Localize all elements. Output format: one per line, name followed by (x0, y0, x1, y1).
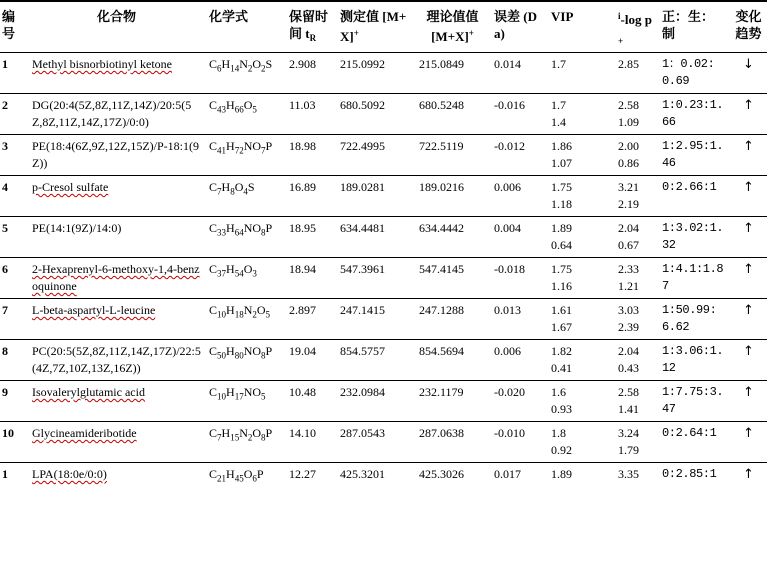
retention-time (285, 422, 336, 463)
vip-value: 1.86 (551, 139, 572, 153)
vip-value: 1.6 (551, 385, 566, 399)
row-number-text: 4 (2, 180, 8, 194)
error-text: 0.006 (494, 180, 521, 194)
row-number (0, 463, 28, 491)
group-ratio (658, 422, 730, 463)
compound-name-text: p-Cresol sulfate (32, 180, 109, 194)
logp-value: 2.58 (618, 385, 639, 399)
vip-value: 1.82 (551, 344, 572, 358)
row-number (0, 217, 28, 258)
measured-text: 722.4995 (340, 139, 385, 153)
row-number (0, 299, 28, 340)
vip-value: 0.64 (551, 238, 572, 252)
trend-arrow (730, 217, 767, 258)
table-row (0, 381, 767, 422)
theoretical-value (415, 53, 490, 94)
measured-value (336, 53, 415, 94)
theoretical-value (415, 94, 490, 135)
error-text: 0.014 (494, 57, 521, 71)
header-retention-label: 保留时间 t (289, 9, 329, 41)
trend-arrow (730, 176, 767, 217)
logp-values (614, 463, 658, 491)
measured-value (336, 94, 415, 135)
compound-name (28, 422, 205, 463)
logp-values (614, 422, 658, 463)
group-ratio (658, 217, 730, 258)
logp-value: 3.03 (618, 303, 639, 317)
theoretical-text: 287.0638 (419, 426, 464, 440)
retention-text: 14.10 (289, 426, 316, 440)
trend-arrow-icon: ↑ (743, 344, 754, 359)
error-text: 0.004 (494, 221, 521, 235)
measured-value (336, 340, 415, 381)
vip-values (547, 381, 614, 422)
row-number (0, 135, 28, 176)
ratio-text: 1:2.95:1.46 (662, 139, 724, 170)
group-ratio (658, 340, 730, 381)
chemical-formula (205, 463, 285, 491)
header-ratio: 正：生：制 (658, 1, 730, 53)
trend-arrow (730, 135, 767, 176)
logp-value: 2.39 (618, 320, 639, 334)
header-row (0, 1, 767, 53)
mass-error (490, 135, 547, 176)
row-number (0, 258, 28, 299)
logp-value: 2.00 (618, 139, 639, 153)
vip-values (547, 463, 614, 491)
compound-name (28, 340, 205, 381)
measured-value (336, 422, 415, 463)
group-ratio (658, 258, 730, 299)
measured-text: 287.0543 (340, 426, 385, 440)
compound-name (28, 258, 205, 299)
trend-arrow-icon: ↑ (743, 467, 754, 482)
table-row (0, 422, 767, 463)
header-error: 误差 (Da) (490, 1, 547, 53)
logp-value: 3.21 (618, 180, 639, 194)
header-logp-mark: i (618, 11, 621, 21)
table-row (0, 299, 767, 340)
formula-text: $C_{33}H_{64}NO_8P$ (209, 221, 273, 238)
mass-error (490, 217, 547, 258)
header-logp-sub: + (618, 36, 624, 46)
compound-name-text: Methyl bisnorbiotinyl ketone (32, 57, 172, 71)
retention-time (285, 94, 336, 135)
group-ratio (658, 135, 730, 176)
logp-values (614, 53, 658, 94)
trend-arrow (730, 381, 767, 422)
table-row (0, 135, 767, 176)
row-number-text: 10 (2, 426, 14, 440)
vip-value: 1.07 (551, 156, 572, 170)
theoretical-text: 854.5694 (419, 344, 464, 358)
theoretical-value (415, 299, 490, 340)
retention-time (285, 176, 336, 217)
header-logp (614, 1, 658, 53)
logp-values (614, 94, 658, 135)
trend-arrow (730, 463, 767, 491)
retention-time (285, 217, 336, 258)
table-row (0, 258, 767, 299)
vip-values (547, 53, 614, 94)
theoretical-text: 634.4442 (419, 221, 464, 235)
ratio-text: 0:2.66:1 (662, 180, 717, 194)
compound-name-text: PC(20:5(5Z,8Z,11Z,14Z,17Z)/22:5(4Z,7Z,10Z,13Z,16Z)) (32, 344, 201, 375)
mass-error (490, 299, 547, 340)
error-text: -0.012 (494, 139, 525, 153)
group-ratio (658, 94, 730, 135)
trend-arrow (730, 258, 767, 299)
compound-name-text: PE(14:1(9Z)/14:0) (32, 221, 122, 235)
retention-time (285, 53, 336, 94)
retention-text: 10.48 (289, 385, 316, 399)
logp-value: 0.67 (618, 238, 639, 252)
table-row (0, 53, 767, 94)
trend-arrow-icon: ↑ (743, 262, 754, 277)
mass-error (490, 258, 547, 299)
chemical-formula (205, 217, 285, 258)
compound-name (28, 381, 205, 422)
retention-text: 16.89 (289, 180, 316, 194)
mass-error (490, 94, 547, 135)
header-trend: 变化趋势 (730, 1, 767, 53)
trend-arrow (730, 422, 767, 463)
measured-text: 189.0281 (340, 180, 385, 194)
error-text: 0.017 (494, 467, 521, 481)
ratio-text: 0:2.64:1 (662, 426, 717, 440)
chemical-formula (205, 53, 285, 94)
retention-time (285, 299, 336, 340)
header-theoretical (415, 1, 490, 53)
row-number-text: 6 (2, 262, 8, 276)
trend-arrow (730, 53, 767, 94)
ratio-text: 1:50.99:6.62 (662, 303, 717, 334)
compound-name (28, 53, 205, 94)
row-number-text: 8 (2, 344, 8, 358)
vip-value: 0.92 (551, 443, 572, 457)
vip-value: 1.8 (551, 426, 566, 440)
vip-values (547, 340, 614, 381)
measured-text: 232.0984 (340, 385, 385, 399)
logp-value: 0.43 (618, 361, 639, 375)
error-text: 0.006 (494, 344, 521, 358)
trend-arrow-icon: ↑ (743, 385, 754, 400)
theoretical-value (415, 340, 490, 381)
vip-value: 0.93 (551, 402, 572, 416)
vip-value: 1.75 (551, 262, 572, 276)
vip-value: 1.7 (551, 57, 566, 71)
row-number-text: 1 (2, 57, 8, 71)
theoretical-text: 425.3026 (419, 467, 464, 481)
row-number (0, 53, 28, 94)
compound-name-text: L-beta-aspartyl-L-leucine (32, 303, 156, 317)
retention-time (285, 381, 336, 422)
formula-text: $C_{41}H_{72}NO_7P$ (209, 139, 273, 156)
ratio-text: 0:2.85:1 (662, 467, 717, 481)
group-ratio (658, 53, 730, 94)
trend-arrow-icon: ↑ (743, 139, 754, 154)
row-number (0, 94, 28, 135)
theoretical-text: 247.1288 (419, 303, 464, 317)
logp-value: 1.79 (618, 443, 639, 457)
theoretical-value (415, 422, 490, 463)
vip-values (547, 135, 614, 176)
measured-text: 634.4481 (340, 221, 385, 235)
chemical-formula (205, 299, 285, 340)
group-ratio (658, 299, 730, 340)
theoretical-text: 680.5248 (419, 98, 464, 112)
mass-error (490, 422, 547, 463)
chemical-formula (205, 94, 285, 135)
header-measured (336, 1, 415, 53)
formula-text: $C_{37}H_{54}O_3$ (209, 262, 257, 279)
logp-values (614, 135, 658, 176)
formula-text: $C_7H_8O_4S$ (209, 180, 255, 197)
vip-values (547, 258, 614, 299)
vip-values (547, 217, 614, 258)
trend-arrow-icon: ↑ (743, 303, 754, 318)
trend-arrow-icon: ↑ (743, 426, 754, 441)
chemical-formula (205, 135, 285, 176)
mass-error (490, 53, 547, 94)
measured-value (336, 463, 415, 491)
vip-value: 1.61 (551, 303, 572, 317)
logp-value: 2.33 (618, 262, 639, 276)
measured-text: 547.3961 (340, 262, 385, 276)
vip-value: 0.41 (551, 361, 572, 375)
formula-text: $C_{21}H_{45}O_6P$ (209, 467, 264, 484)
retention-time (285, 135, 336, 176)
logp-value: 1.41 (618, 402, 639, 416)
trend-arrow (730, 299, 767, 340)
compound-name-text: LPA(18:0e/0:0) (32, 467, 107, 481)
vip-values (547, 176, 614, 217)
header-theoretical-sup: + (468, 28, 474, 38)
formula-text: $C_{43}H_{66}O_5$ (209, 98, 257, 115)
header-retention-sub: R (309, 33, 317, 43)
chemical-formula (205, 422, 285, 463)
mass-error (490, 463, 547, 491)
vip-value: 1.89 (551, 467, 572, 481)
vip-value: 1.18 (551, 197, 572, 211)
measured-text: 215.0992 (340, 57, 385, 71)
formula-text: $C_{10}H_{18}N_2O_5$ (209, 303, 271, 320)
table-row (0, 94, 767, 135)
retention-time (285, 258, 336, 299)
row-number-text: 1 (2, 467, 8, 481)
mass-error (490, 381, 547, 422)
theoretical-text: 232.1179 (419, 385, 464, 399)
measured-value (336, 381, 415, 422)
ratio-text: 1:4.1:1.87 (662, 262, 724, 293)
compound-name-text: Glycineamideribotide (32, 426, 137, 440)
formula-text: $C_{10}H_{17}NO_5$ (209, 385, 266, 402)
theoretical-value (415, 381, 490, 422)
theoretical-value (415, 463, 490, 491)
logp-values (614, 340, 658, 381)
trend-arrow (730, 340, 767, 381)
trend-arrow (730, 94, 767, 135)
measured-value (336, 299, 415, 340)
theoretical-value (415, 258, 490, 299)
vip-value: 1.7 (551, 98, 566, 112)
compound-name (28, 176, 205, 217)
trend-arrow-icon: ↑ (743, 180, 754, 195)
logp-values (614, 381, 658, 422)
row-number (0, 422, 28, 463)
header-formula: 化学式 (205, 1, 285, 53)
theoretical-value (415, 217, 490, 258)
retention-time (285, 463, 336, 491)
ratio-text: 1:3.06:1.12 (662, 344, 724, 375)
logp-value: 1.21 (618, 279, 639, 293)
formula-text: $C_6H_{14}N_2O_2S$ (209, 57, 273, 74)
ratio-text: 1:3.02:1.32 (662, 221, 724, 252)
measured-value (336, 217, 415, 258)
theoretical-value (415, 135, 490, 176)
logp-value: 3.24 (618, 426, 639, 440)
measured-value (336, 176, 415, 217)
error-text: -0.018 (494, 262, 525, 276)
row-number-text: 2 (2, 98, 8, 112)
logp-values (614, 299, 658, 340)
chemical-formula (205, 381, 285, 422)
compound-name-text: PE(18:4(6Z,9Z,12Z,15Z)/P-18:1(9Z)) (32, 139, 199, 170)
chemical-formula (205, 176, 285, 217)
vip-value: 1.75 (551, 180, 572, 194)
measured-text: 247.1415 (340, 303, 385, 317)
trend-arrow-icon: ↑ (743, 221, 754, 236)
header-vip: VIP (547, 1, 614, 53)
group-ratio (658, 463, 730, 491)
error-text: -0.016 (494, 98, 525, 112)
measured-value (336, 135, 415, 176)
row-number-text: 5 (2, 221, 8, 235)
vip-value: 1.4 (551, 115, 566, 129)
header-theoretical-label: 理论值值 [M+X] (426, 9, 479, 44)
compound-name (28, 217, 205, 258)
table-row (0, 340, 767, 381)
theoretical-text: 215.0849 (419, 57, 464, 71)
logp-values (614, 217, 658, 258)
formula-text: $C_7H_{15}N_2O_8P$ (209, 426, 273, 443)
ratio-text: 1:0.23:1.66 (662, 98, 724, 129)
row-number-text: 3 (2, 139, 8, 153)
trend-arrow-icon: ↓ (743, 57, 754, 72)
trend-arrow-icon: ↑ (743, 98, 754, 113)
formula-text: $C_{50}H_{80}NO_8P$ (209, 344, 273, 361)
table-row (0, 217, 767, 258)
logp-value: 0.86 (618, 156, 639, 170)
retention-text: 18.94 (289, 262, 316, 276)
logp-value: 3.35 (618, 467, 639, 481)
vip-value: 1.67 (551, 320, 572, 334)
theoretical-value (415, 176, 490, 217)
table-body (0, 53, 767, 491)
row-number (0, 176, 28, 217)
vip-value: 1.16 (551, 279, 572, 293)
theoretical-text: 722.5119 (419, 139, 464, 153)
measured-text: 425.3201 (340, 467, 385, 481)
retention-text: 12.27 (289, 467, 316, 481)
retention-text: 11.03 (289, 98, 316, 112)
compound-name (28, 299, 205, 340)
mass-error (490, 176, 547, 217)
logp-value: 2.19 (618, 197, 639, 211)
vip-values (547, 422, 614, 463)
header-retention (285, 1, 336, 53)
compound-name (28, 135, 205, 176)
theoretical-text: 547.4145 (419, 262, 464, 276)
row-number (0, 340, 28, 381)
row-number (0, 381, 28, 422)
group-ratio (658, 176, 730, 217)
header-compound: 化合物 (28, 1, 205, 53)
theoretical-text: 189.0216 (419, 180, 464, 194)
compound-name (28, 463, 205, 491)
vip-values (547, 94, 614, 135)
table-row (0, 176, 767, 217)
logp-values (614, 258, 658, 299)
retention-text: 19.04 (289, 344, 316, 358)
compound-name-text: DG(20:4(5Z,8Z,11Z,14Z)/20:5(5Z,8Z,11Z,14Z,17Z)/0:0) (32, 98, 192, 129)
logp-value: 2.85 (618, 57, 639, 71)
mass-error (490, 340, 547, 381)
measured-text: 854.5757 (340, 344, 385, 358)
logp-value: 2.04 (618, 221, 639, 235)
header-no: 编号 (0, 1, 28, 53)
header-logp-label: -log p (620, 12, 652, 27)
row-number-text: 7 (2, 303, 8, 317)
compound-name (28, 94, 205, 135)
vip-value: 1.89 (551, 221, 572, 235)
retention-text: 2.897 (289, 303, 316, 317)
logp-value: 1.09 (618, 115, 639, 129)
retention-text: 18.95 (289, 221, 316, 235)
header-measured-sup: + (353, 28, 359, 38)
table-row (0, 463, 767, 491)
retention-text: 2.908 (289, 57, 316, 71)
compound-name-text: 2-Hexaprenyl-6-methoxy-1,4-benzoquinone (32, 262, 200, 293)
error-text: 0.013 (494, 303, 521, 317)
logp-values (614, 176, 658, 217)
vip-values (547, 299, 614, 340)
group-ratio (658, 381, 730, 422)
retention-text: 18.98 (289, 139, 316, 153)
chemical-formula (205, 258, 285, 299)
ratio-text: 1：0.02:0.69 (662, 57, 715, 88)
compound-name-text: Isovalerylglutamic acid (32, 385, 145, 399)
row-number-text: 9 (2, 385, 8, 399)
logp-value: 2.04 (618, 344, 639, 358)
ratio-text: 1:7.75:3.47 (662, 385, 724, 416)
error-text: -0.020 (494, 385, 525, 399)
error-text: -0.010 (494, 426, 525, 440)
measured-text: 680.5092 (340, 98, 385, 112)
logp-value: 2.58 (618, 98, 639, 112)
measured-value (336, 258, 415, 299)
header-measured-label: 测定值 [M+X] (340, 9, 407, 44)
chemical-formula (205, 340, 285, 381)
retention-time (285, 340, 336, 381)
